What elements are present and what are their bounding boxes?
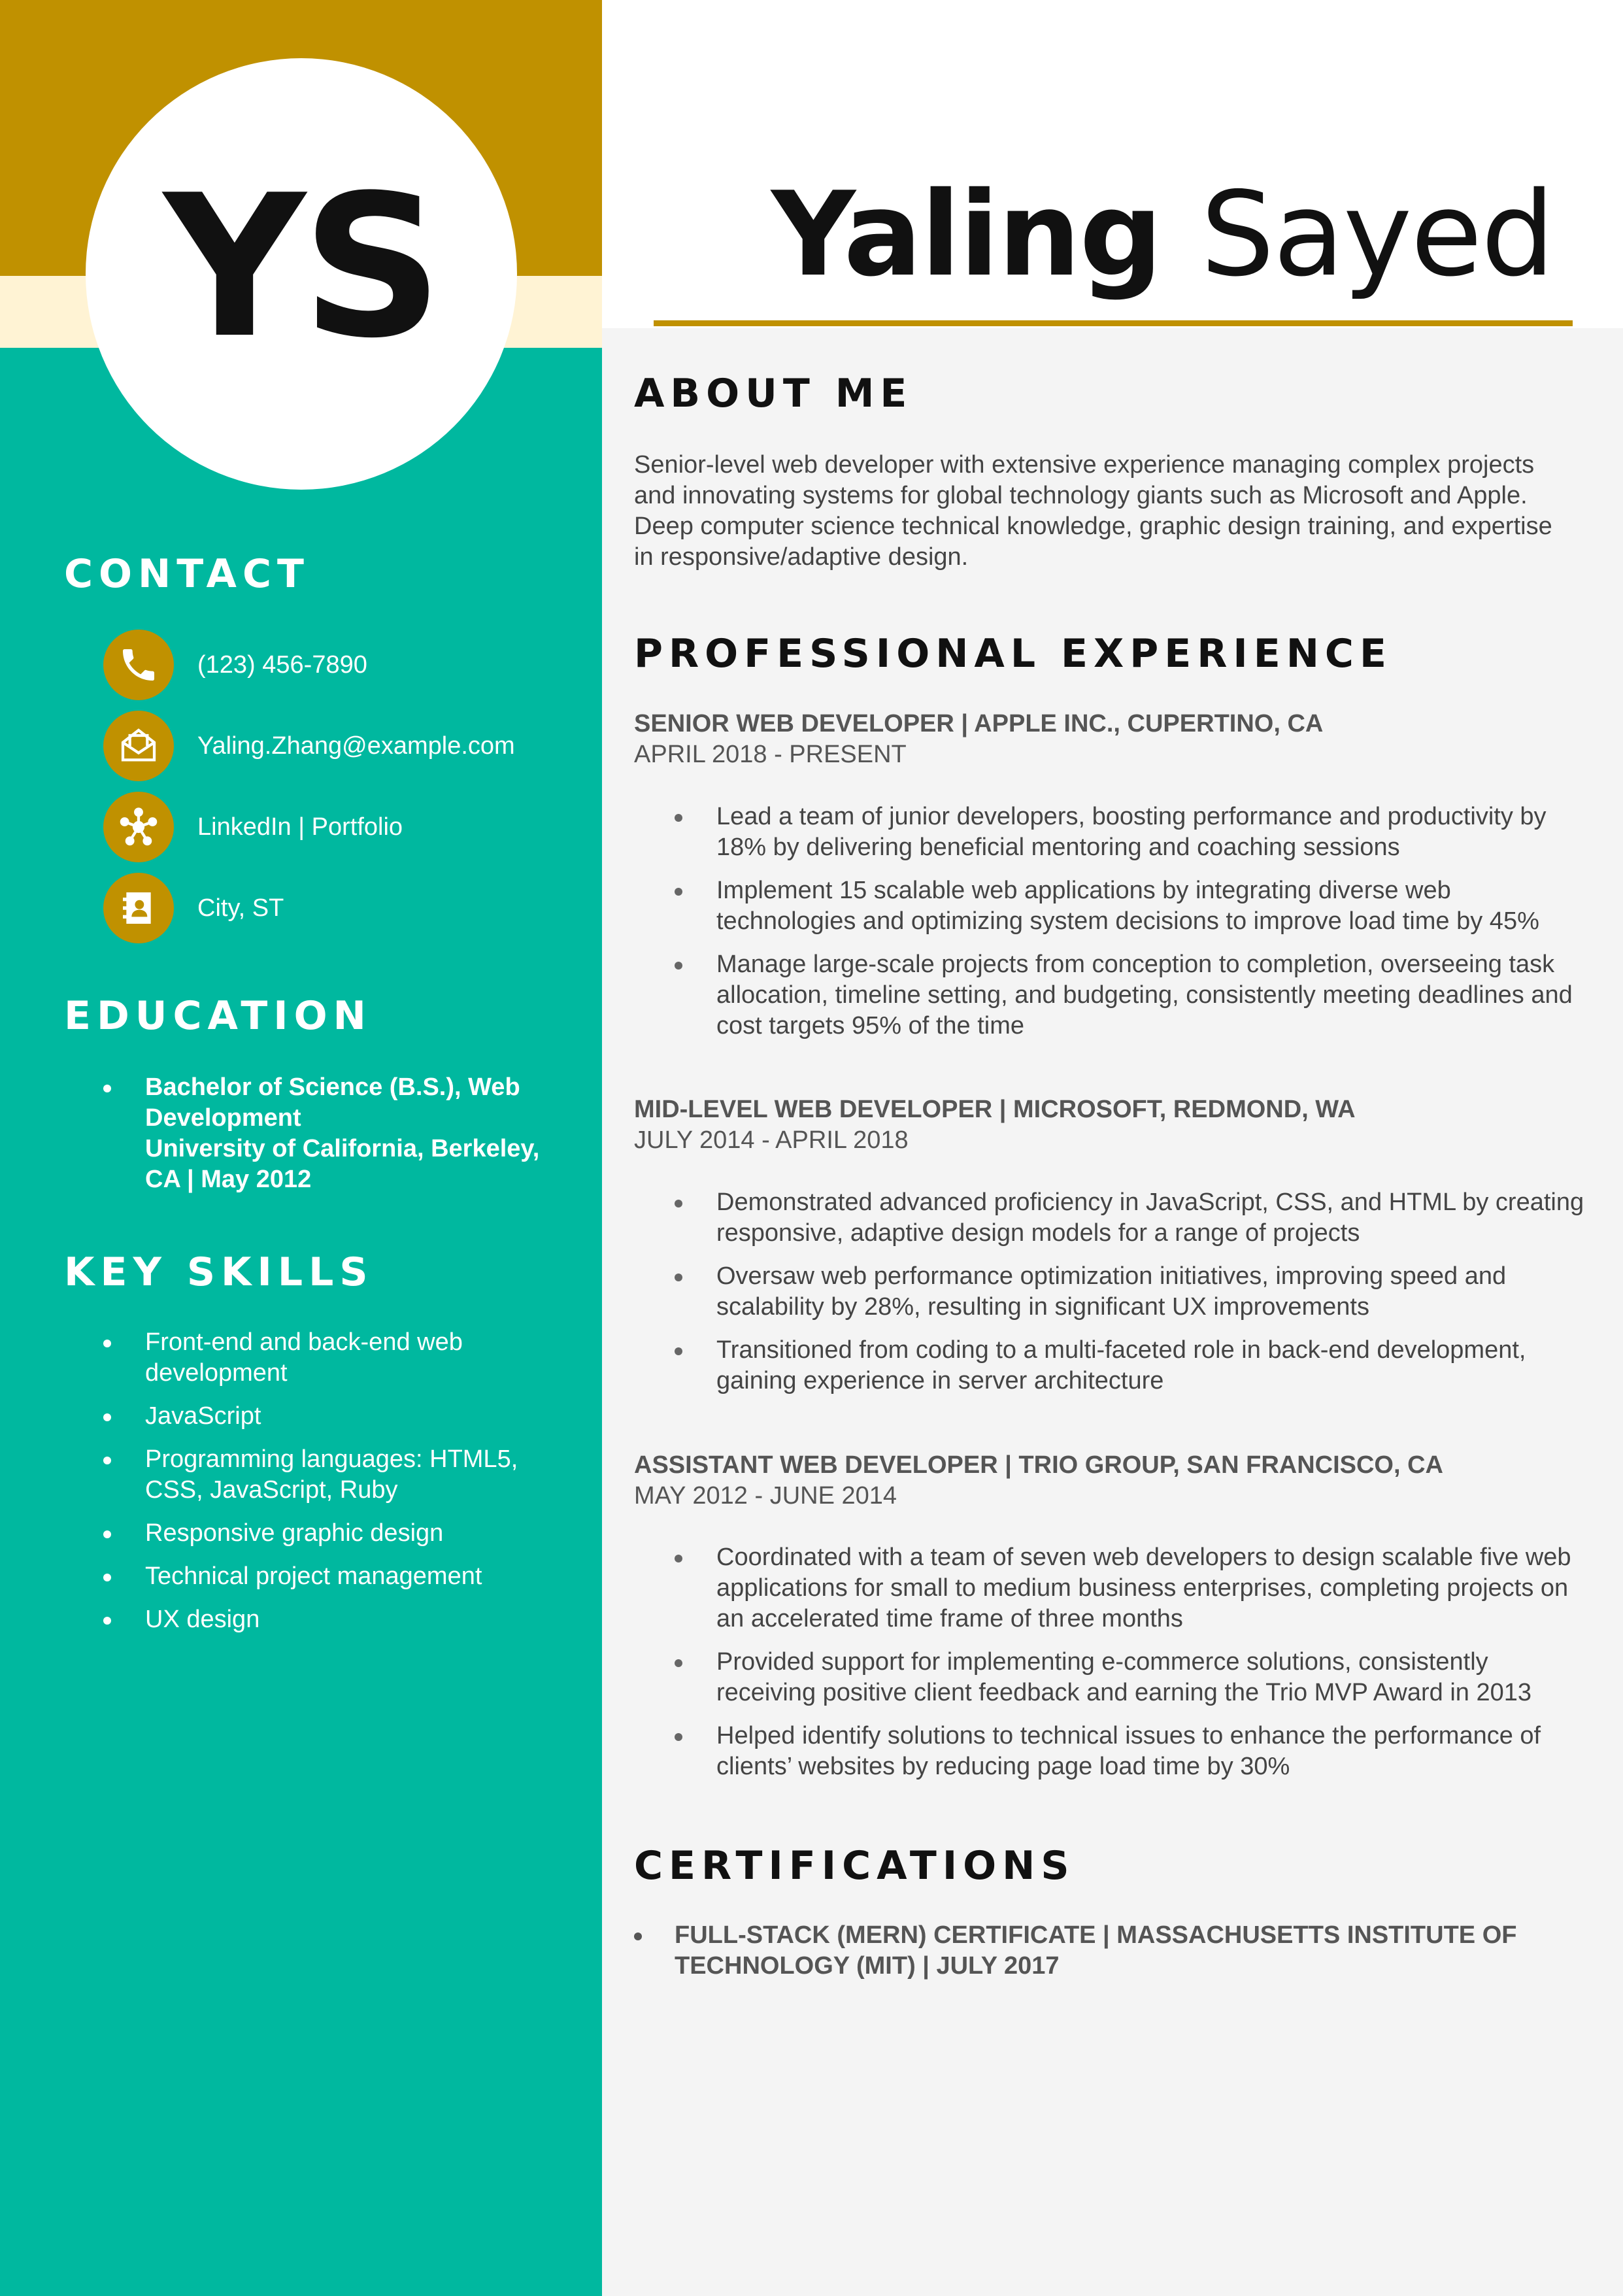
network-icon — [103, 792, 174, 862]
contact-email-text[interactable]: Yaling.Zhang@example.com — [197, 732, 515, 760]
job-bullets — [660, 1542, 1588, 1795]
certification-item: FULL-STACK (MERN) CERTIFICATE | MASSACHUSETTS INSTITUTE OF TECHNOLOGY (MIT) | JULY 2017 — [631, 1920, 1573, 1982]
skills-heading: KEY SKILLS — [64, 1249, 374, 1295]
skill-item: Front-end and back-end web development — [98, 1327, 569, 1389]
education-list — [98, 1072, 569, 1195]
certifications-heading: CERTIFICATIONS — [634, 1843, 1075, 1889]
monogram-initials: YS — [163, 153, 439, 381]
contact-links-text[interactable]: LinkedIn | Portfolio — [197, 813, 403, 841]
skill-item: Programming languages: HTML5, CSS, JavaScript, Ruby — [98, 1444, 569, 1506]
contact-email[interactable] — [103, 710, 515, 782]
email-icon — [103, 711, 174, 781]
job-bullets — [660, 802, 1588, 1054]
job-bullet: Helped identify solutions to technical issues to enhance the performance of clients’ websites by reducing page load time by 30% — [660, 1721, 1588, 1782]
skill-item: JavaScript — [98, 1401, 569, 1432]
skill-item: UX design — [98, 1604, 569, 1635]
education-heading: EDUCATION — [64, 993, 372, 1039]
contact-heading: CONTACT — [64, 551, 310, 597]
candidate-name — [771, 167, 1554, 302]
job-bullet: Lead a team of junior developers, boosting performance and productivity by 18% by delivering beneficial mentoring and coaching sessions — [660, 802, 1588, 863]
phone-icon — [103, 630, 174, 700]
job-title: SENIOR WEB DEVELOPER | APPLE INC., CUPERTINO, CA — [634, 710, 1324, 737]
about-heading: ABOUT ME — [634, 371, 913, 416]
education-degree: Bachelor of Science (B.S.), Web Development — [145, 1073, 520, 1132]
experience-heading: PROFESSIONAL EXPERIENCE — [634, 631, 1392, 677]
job-bullet: Oversaw web performance optimization initiatives, improving speed and scalability by 28%, resulting in significant UX improvements — [660, 1261, 1588, 1323]
education-school: University of California, Berkeley, CA | May 2012 — [145, 1135, 540, 1193]
contact-location-text: City, ST — [197, 894, 284, 922]
contact-location — [103, 872, 284, 944]
job-dates: MAY 2012 - JUNE 2014 — [634, 1482, 897, 1510]
monogram-badge — [86, 58, 517, 490]
job-bullet: Transitioned from coding to a multi-faceted role in back-end development, gaining experience in server architecture — [660, 1335, 1588, 1396]
job-title: ASSISTANT WEB DEVELOPER | TRIO GROUP, SAN FRANCISCO, CA — [634, 1451, 1443, 1479]
education-item — [98, 1072, 569, 1195]
job-bullets — [660, 1187, 1588, 1409]
name-underline — [654, 320, 1573, 326]
job-bullet: Implement 15 scalable web applications by integrating diverse web technologies and optimizing system decisions to improve load time by 45% — [660, 875, 1588, 937]
job-bullet: Manage large-scale projects from conception to completion, overseeing task allocation, timeline setting, and budgeting, consistently meeting deadlines and cost targets 95% of the time — [660, 949, 1588, 1041]
job-bullet: Provided support for implementing e-commerce solutions, consistently receiving positive client feedback and earning the Trio MVP Award in 2013 — [660, 1647, 1588, 1708]
skill-item: Technical project management — [98, 1561, 569, 1592]
last-name: Sayed — [1200, 167, 1554, 302]
address-book-icon — [103, 873, 174, 943]
skill-item: Responsive graphic design — [98, 1518, 569, 1549]
contact-phone-text: (123) 456-7890 — [197, 650, 367, 679]
job-bullet: Demonstrated advanced proficiency in JavaScript, CSS, and HTML by creating responsive, adaptive design models for a range of projects — [660, 1187, 1588, 1249]
contact-phone — [103, 629, 367, 701]
about-text: Senior-level web developer with extensive experience managing complex projects and innovating systems for global technology giants such as Microsoft and Apple. Deep computer science technical knowledge, graphic design training, and expertise in responsive/adaptive design. — [634, 451, 1552, 571]
contact-links[interactable] — [103, 791, 403, 863]
first-name: Yaling — [771, 167, 1162, 302]
job-dates: APRIL 2018 - PRESENT — [634, 741, 907, 768]
job-dates: JULY 2014 - APRIL 2018 — [634, 1126, 909, 1154]
skills-list — [98, 1327, 569, 1647]
certifications-list — [631, 1920, 1573, 1982]
job-bullet: Coordinated with a team of seven web developers to design scalable five web applications for small to medium business enterprises, completing projects on an accelerated time frame of three months — [660, 1542, 1588, 1634]
job-title: MID-LEVEL WEB DEVELOPER | MICROSOFT, REDMOND, WA — [634, 1096, 1356, 1123]
